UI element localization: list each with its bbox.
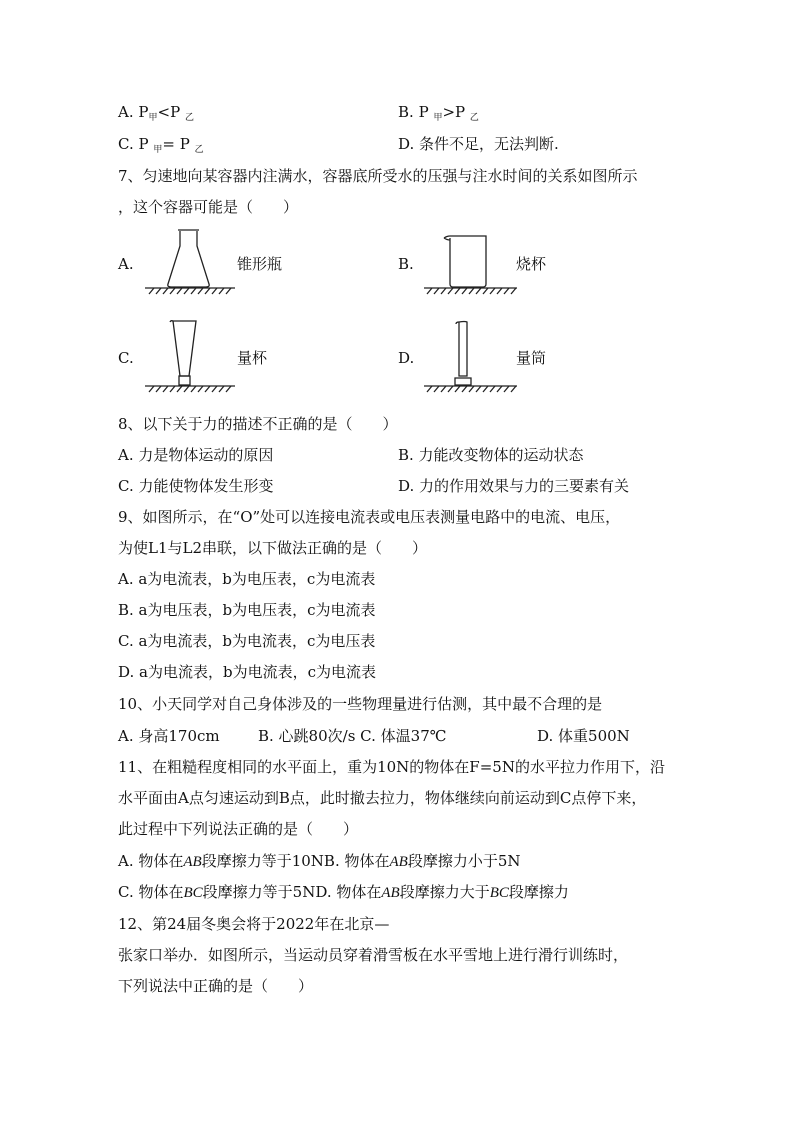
q11-option-d-mid: 段摩擦力大于: [399, 883, 490, 901]
q10-option-bc: B. 心跳80次/s C. 体温37℃: [258, 727, 447, 745]
pressure-symbol: P: [170, 103, 181, 121]
comparison-operator: >: [442, 103, 456, 121]
q10-stem: 10、小天同学对自己身体涉及的一些物理量进行估测，其中最不合理的是: [118, 695, 603, 713]
q7-option-b-letter: B.: [398, 255, 414, 273]
q8-option-d: D. 力的作用效果与力的三要素有关: [398, 477, 630, 495]
q11-options-ab: [118, 851, 520, 872]
q7-option-c-label: 量杯: [237, 349, 268, 367]
q7-option-d-label: 量筒: [516, 349, 547, 367]
q7-option-c-letter: C.: [118, 349, 134, 367]
q7-stem-line1: 7、匀速地向某容器内注满水，容器底所受水的压强与注水时间的关系如图所示: [118, 167, 638, 185]
pressure-symbol: P: [418, 103, 429, 121]
subscript-jia: 甲: [433, 113, 443, 123]
q11-option-a-suffix: 段摩擦力等于10N: [201, 852, 324, 870]
q6-option-d: [398, 134, 559, 154]
pressure-symbol: P: [138, 103, 149, 121]
option-letter: B.: [398, 103, 414, 121]
subscript-yi: 乙: [469, 113, 479, 123]
q8-stem: 8、以下关于力的描述不正确的是（ ）: [118, 415, 398, 433]
q9-option-d: D. a为电流表，b为电流表，c为电流表: [118, 663, 376, 681]
q6-option-a: [118, 102, 194, 128]
option-letter: D.: [398, 135, 415, 153]
q7-option-b-label: 烧杯: [516, 255, 547, 273]
q12-stem-line3: 下列说法中正确的是（ ）: [118, 977, 314, 995]
measuring-cup-icon: [143, 316, 238, 396]
option-letter: A.: [118, 103, 134, 121]
q11-option-c-suffix: 段摩擦力等于5N: [202, 883, 316, 901]
pressure-symbol: P: [455, 103, 466, 121]
q11-option-b-prefix: B. 物体在: [323, 852, 390, 870]
q10-option-d: D. 体重500N: [537, 727, 630, 745]
q7-option-d-letter: D.: [398, 349, 415, 367]
beaker-icon: [422, 230, 520, 296]
q9-stem-line1: 9、如图所示，在“O”处可以连接电流表或电压表测量电路中的电流、电压，: [118, 508, 621, 526]
q7-option-a-label: 锥形瓶: [237, 255, 283, 273]
q8-option-c: C. 力能使物体发生形变: [118, 477, 274, 495]
q11-option-d-suffix: 段摩擦力: [508, 883, 569, 901]
q10-option-a: A. 身高170cm: [118, 727, 220, 745]
q12-stem-line1: 12、第24届冬奥会将于2022年在北京—: [118, 915, 390, 933]
option-text: 条件不足，无法判断.: [419, 135, 559, 153]
conical-flask-icon: [143, 226, 238, 296]
q11-option-b-suffix: 段摩擦力小于5N: [407, 852, 521, 870]
q8-option-a: A. 力是物体运动的原因: [118, 446, 274, 464]
subscript-jia: 甲: [148, 113, 158, 123]
q11-options-cd: [118, 882, 569, 903]
segment-label: BC: [489, 885, 509, 901]
segment-label: AB: [183, 854, 202, 870]
q9-stem-line2: 为使L1与L2串联，以下做法正确的是（ ）: [118, 539, 428, 557]
q11-stem-line3: 此过程中下列说法正确的是（ ）: [118, 820, 359, 838]
segment-label: BC: [183, 885, 203, 901]
segment-label: AB: [381, 885, 400, 901]
subscript-yi: 乙: [184, 113, 194, 123]
q12-stem-line2: 张家口举办．如图所示，当运动员穿着滑雪板在水平雪地上进行滑行训练时，: [118, 946, 629, 964]
q8-option-b: B. 力能改变物体的运动状态: [398, 446, 584, 464]
graduated-cylinder-icon: [422, 316, 520, 396]
q11-option-c-prefix: C. 物体在: [118, 883, 184, 901]
comparison-operator: <: [157, 103, 171, 121]
q7-stem-line2: ，这个容器可能是（ ）: [118, 198, 299, 216]
q11-stem-line1: 11、在粗糙程度相同的水平面上，重为10N的物体在F=5N的水平拉力作用下，沿: [118, 758, 665, 776]
subscript-jia: 甲: [153, 145, 163, 155]
q9-option-b: B. a为电压表，b为电压表，c为电流表: [118, 601, 376, 619]
segment-label: AB: [389, 854, 408, 870]
option-letter: C.: [118, 135, 134, 153]
q11-option-d-prefix: D. 物体在: [315, 883, 382, 901]
q6-option-c: [118, 134, 204, 160]
q11-option-a-prefix: A. 物体在: [118, 852, 184, 870]
q9-option-c: C. a为电流表，b为电流表，c为电压表: [118, 632, 376, 650]
q6-option-b: [398, 102, 479, 128]
pressure-symbol: P: [138, 135, 149, 153]
comparison-operator: = P: [162, 135, 190, 153]
q9-option-a: A. a为电流表，b为电压表，c为电流表: [118, 570, 376, 588]
q7-option-a-letter: A.: [118, 255, 134, 273]
q11-stem-line2: 水平面由A点匀速运动到B点，此时撤去拉力，物体继续向前运动到C点停下来，: [118, 789, 647, 807]
subscript-yi: 乙: [194, 145, 204, 155]
